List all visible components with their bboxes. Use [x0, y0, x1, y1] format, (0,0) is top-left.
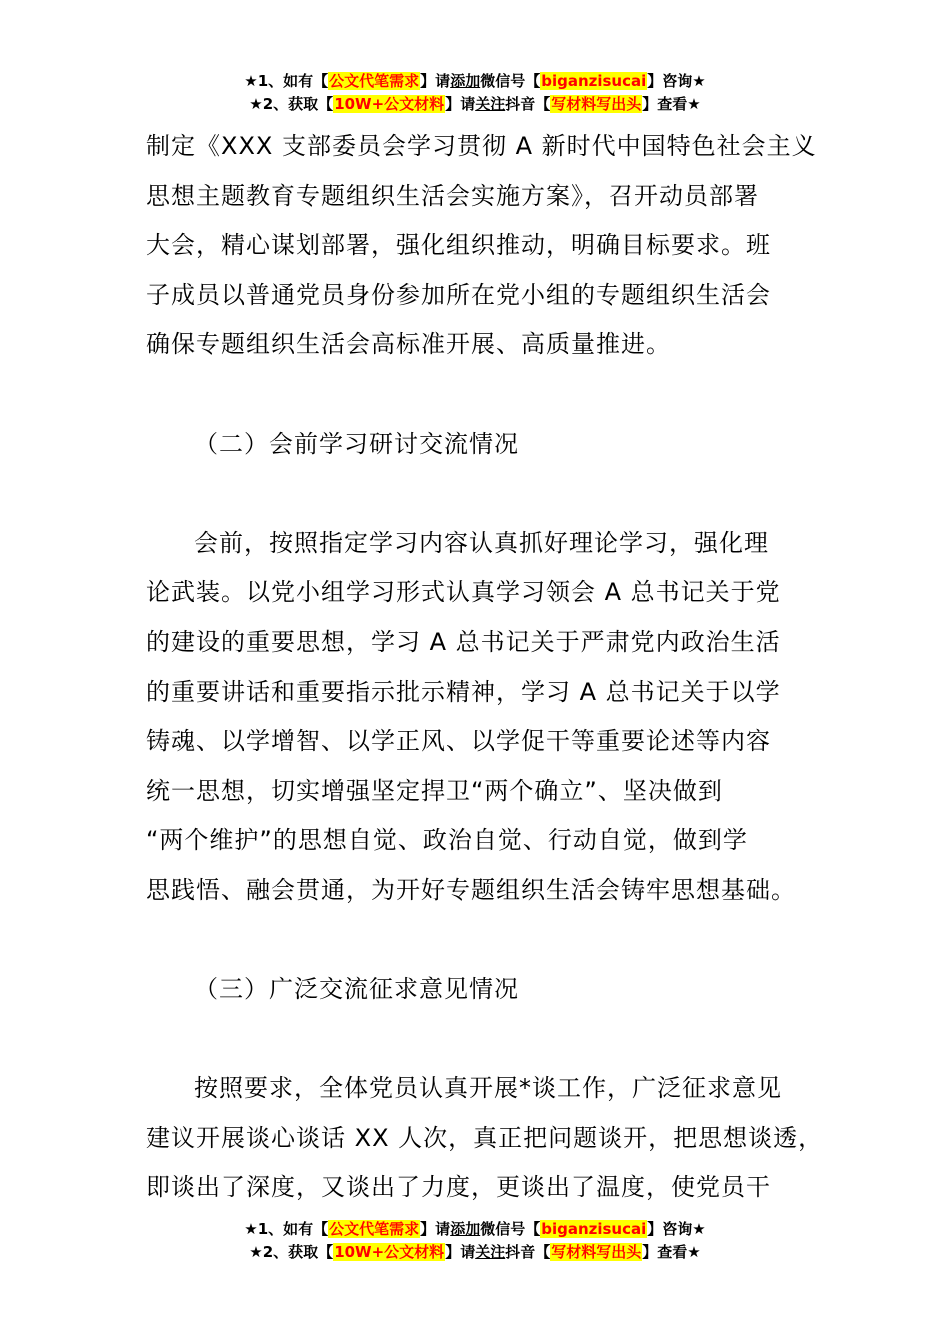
highlight-service: 公文代笔需求	[329, 72, 420, 90]
paragraph-line: 论武装。以党小组学习形式认真学习领会 A 总书记关于党	[146, 578, 781, 607]
banner-text: ★2、获取【	[249, 95, 334, 113]
top-banner-line-2	[0, 93, 950, 115]
banner-text: 微信号【	[480, 1220, 541, 1238]
spacer	[146, 1015, 826, 1065]
spacer	[146, 370, 826, 420]
highlight-wechat-id: biganzisucai	[541, 72, 647, 90]
banner-underlined: 关注	[475, 1243, 506, 1261]
top-banner-line-1	[0, 70, 950, 92]
banner-underlined: 添加	[450, 1220, 481, 1238]
paragraph-line: 思想主题教育专题组织生活会实施方案》，召开动员部署	[146, 181, 759, 210]
paragraph-line: 的建设的重要思想，学习 A 总书记关于严肃党内政治生活	[146, 627, 781, 656]
banner-text: 】请	[420, 1220, 451, 1238]
banner-text: 】请	[445, 1243, 476, 1261]
banner-text: ★1、如有【	[244, 1220, 329, 1238]
highlight-douyin: 写材料写出头	[551, 95, 642, 113]
paragraph-line: 确保专题组织生活会高标准开展、高质量推进。	[146, 330, 671, 359]
banner-text: ★1、如有【	[244, 72, 329, 90]
paragraph-line: 制定《XXX 支部委员会学习贯彻 A 新时代中国特色社会主义	[146, 132, 817, 160]
banner-text: 】请	[445, 95, 476, 113]
section-heading: （二）会前学习研讨交流情况	[194, 429, 519, 458]
highlight-wechat-id: biganzisucai	[541, 1220, 647, 1238]
banner-text: 微信号【	[480, 72, 541, 90]
banner-text: 抖音【	[505, 1243, 551, 1261]
highlight-douyin: 写材料写出头	[551, 1243, 642, 1261]
paragraph-line: 即谈出了深度，又谈出了力度，更谈出了温度，使党员干	[146, 1173, 771, 1202]
highlight-materials: 10W+公文材料	[334, 95, 445, 113]
paragraph-line: 统一思想，切实增强坚定捍卫“两个确立”、坚决做到	[146, 776, 723, 805]
paragraph-line: 大会，精心谋划部署，强化组织推动，明确目标要求。班	[146, 231, 771, 260]
banner-text: 】请	[420, 72, 451, 90]
paragraph-line: 建议开展谈心谈话 XX 人次，真正把问题谈开，把思想谈透，	[146, 1123, 824, 1152]
banner-text: 】查看★	[642, 1243, 701, 1261]
banner-underlined: 添加	[450, 72, 481, 90]
banner-text: 】咨询★	[647, 1220, 706, 1238]
banner-underlined: 关注	[475, 95, 506, 113]
paragraph-line: 的重要讲话和重要指示批示精神，学习 A 总书记关于以学	[146, 677, 781, 706]
highlight-materials: 10W+公文材料	[334, 1243, 445, 1261]
spacer	[146, 469, 826, 519]
document-body	[146, 122, 826, 1213]
paragraph-line: “两个维护”的思想自觉、政治自觉、行动自觉，做到学	[146, 826, 748, 855]
banner-text: 抖音【	[505, 95, 551, 113]
banner-text: 】查看★	[642, 95, 701, 113]
highlight-service: 公文代笔需求	[329, 1220, 420, 1238]
banner-text: 】咨询★	[647, 72, 706, 90]
paragraph-line: 思践悟、融会贯通，为开好专题组织生活会铸牢思想基础。	[146, 875, 796, 904]
paragraph-line: 按照要求，全体党员认真开展*谈工作，广泛征求意见	[194, 1074, 782, 1103]
paragraph-line: 铸魂、以学增智、以学正风、以学促干等重要论述等内容	[146, 727, 771, 756]
section-heading: （三）广泛交流征求意见情况	[194, 975, 519, 1004]
banner-text: ★2、获取【	[249, 1243, 334, 1261]
paragraph-line: 会前，按照指定学习内容认真抓好理论学习，强化理	[194, 528, 769, 557]
bottom-banner-line-2	[0, 1241, 950, 1263]
paragraph-line: 子成员以普通党员身份参加所在党小组的专题组织生活会	[146, 280, 771, 309]
spacer	[146, 916, 826, 966]
bottom-banner-line-1	[0, 1218, 950, 1240]
